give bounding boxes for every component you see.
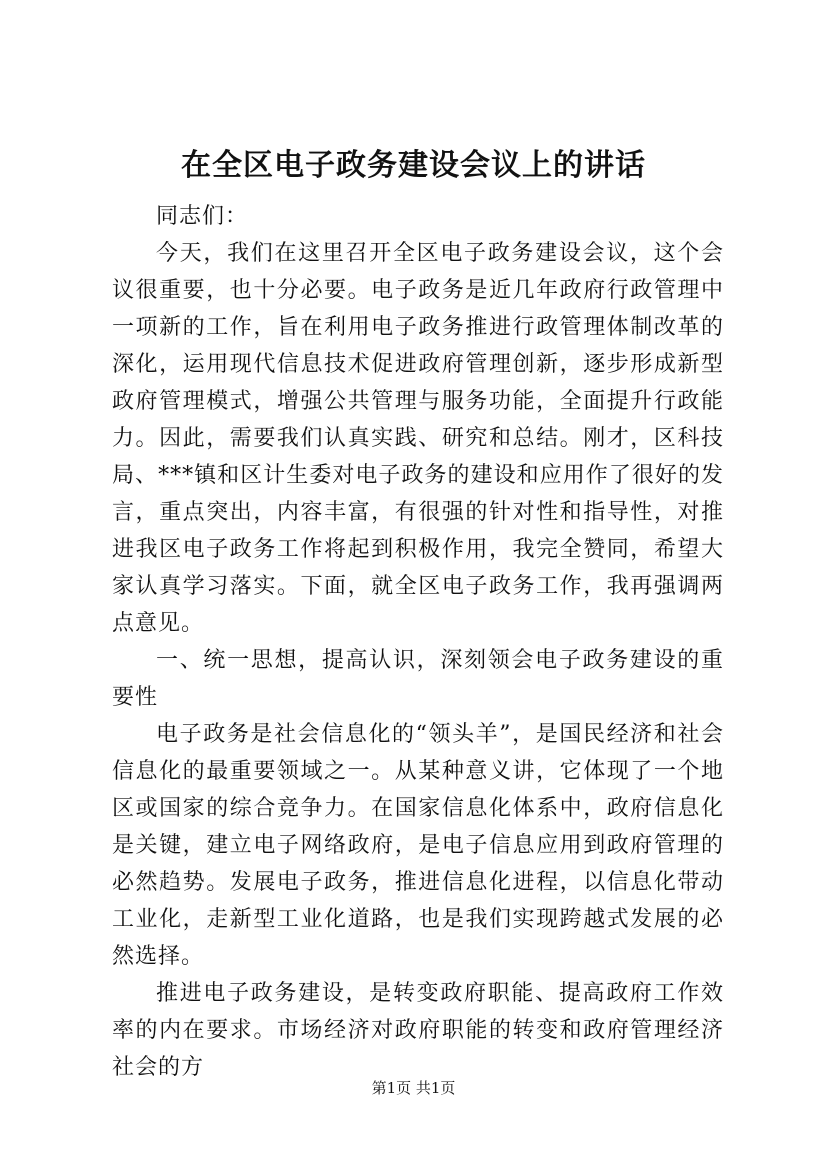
body-paragraph: 电子政务是社会信息化的“领头羊”，是国民经济和社会信息化的最重要领域之一。从某种意义讲，它体现了一个地区或国家的综合竞争力。在国家信息化体系中，政府信息化是关键，建立电子网络政府，是电子信息应用到政府管理的必然趋势。发展电子政务，推进信息化进程，以信息化带动工业化，走新型工业化道路，也是我们实现跨越式发展的必然选择。 [112, 722, 724, 969]
document-title: 在全区电子政务建设会议上的讲话 [181, 148, 646, 183]
salutation-paragraph: 同志们： [156, 204, 249, 229]
section-heading: 一、统一思想，提高认识，深刻领会电子政务建设的重要性 [112, 648, 724, 710]
body-paragraph: 推进电子政务建设，是转变政府职能、提高政府工作效率的内在要求。市场经济对政府职能的转变和政府管理经济社会的方 [112, 981, 724, 1080]
opening-paragraph: 今天，我们在这里召开全区电子政务建设会议，这个会议很重要，也十分必要。电子政务是近几年政府行政管理中一项新的工作，旨在利用电子政务推进行政管理体制改革的深化，运用现代信息技术促进政府管理创新，逐步形成新型政府管理模式，增强公共管理与服务功能，全面提升行政能力。因此，需要我们认真实践、研究和总结。刚才，区科技局、***镇和区计生委对电子政务的建设和应用作了很好的发言，重点突出，内容丰富，有很强的针对性和指导性，对推进我区电子政务工作将起到积极作用，我完全赞同，希望大家认真学习落实。下面，就全区电子政务工作，我再强调两点意见。 [112, 241, 724, 636]
document-body [112, 198, 724, 1086]
page-number-footer: 第1页 共1页 [371, 1079, 456, 1097]
